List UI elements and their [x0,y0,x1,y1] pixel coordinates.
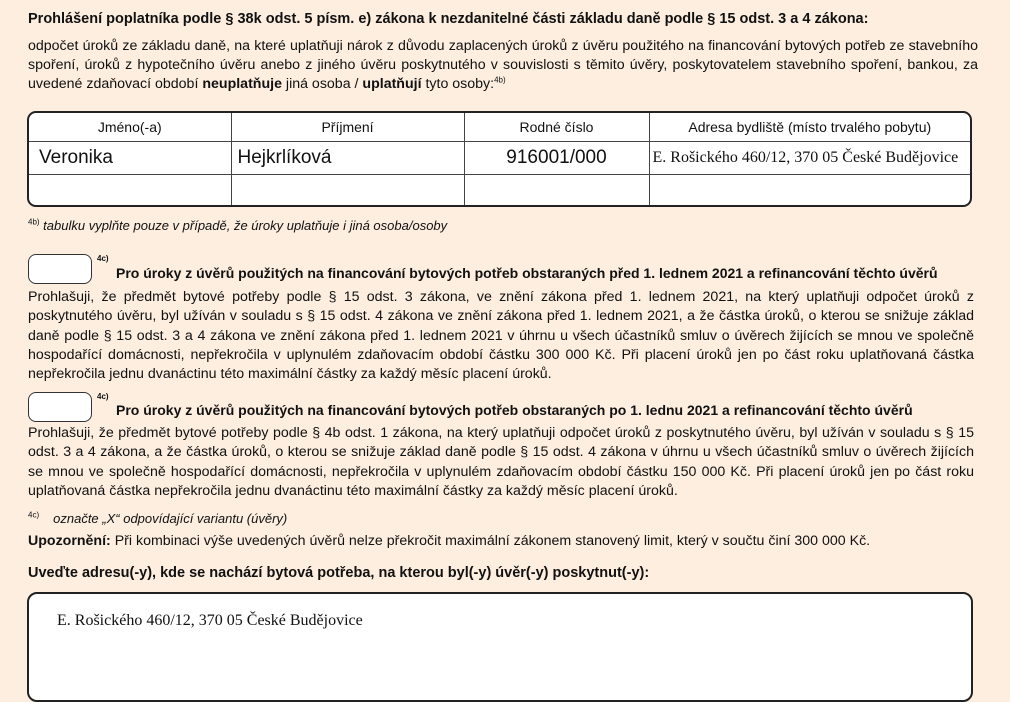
checkbox-loans-before-2021[interactable] [28,254,92,284]
form-heading: Prohlášení poplatníka podle § 38k odst. 5 písm. e) zákona k nezdanitelné části základu daně podle § 15 odst. 3 a 4 zákona: [28,11,869,27]
column-header-first-name: Jméno(-a) [29,113,231,142]
address-field[interactable] [649,175,970,208]
table-header-row [29,113,970,142]
section-body-before-2021: Prohlašuji, že předmět bytové potřeby podle § 15 odst. 3 zákona, ve znění zákona před 1. lednem 2021, na který uplatňuji odpočet úroků z poskytnutého úvěru, byl užíván v souladu s § 15 odst. 4 zákona ve znění zákona před 1. lednem 2021, a že částka úroků, o kterou se snižuje základ daně podle § 15 odst. 3 a 4 zákona ve znění zákona před 1. lednem 2021 v úhrnu u všech účastníků smluv o úvěrech žijících se mnou ve společně hospodařící domácnosti, nepřekročila v uplynulém zdaňovacím období částku 300 000 Kč. Při placení úroků jen po část roku uplatňovaná částka nepřekročila jednu dvanáctinu této maximální částky za každý měsíc placení úroků. [28,289,974,383]
checkbox-loans-after-2021[interactable] [28,392,92,422]
first-name-field[interactable] [29,175,231,208]
section-body-after-2021: Prohlašuji, že předmět bytové potřeby podle § 4b odst. 1 zákona, na který uplatňuji odpočet úroků z poskytnutého úvěru, byl užíván v souladu s § 15 odst. 3 a 4 zákona, a že částka úroků, o kterou se snižuje základ daně podle § 15 odst. 4 zákona v úhrnu u všech účastníků smluv o úvěrech žijících se mnou ve společně hospodařící domácnosti, nepřekročila v uplynulém zdaňovacím období částku 150 000 Kč. Při placení úroků jen po část roku uplatňovaná částka nepřekročila jednu dvanáctinu této maximální částky za každý měsíc placení úroků. [28,425,974,499]
birth-number-field[interactable]: 916001/000 [464,142,649,175]
footnote-4b-text: tabulku vyplňte pouze v případě, že úroky uplatňuje i jiná osoba/osoby [39,218,448,233]
footnote-4c-mark: 4c) [28,510,40,520]
surname-field[interactable] [231,175,464,208]
intro-part3: tyto osoby: [421,76,495,92]
warning-note [28,533,870,549]
footnote-4c [28,511,287,526]
checkbox-footnote-ref: 4c) [97,392,109,401]
persons-table [27,111,972,207]
address-field[interactable]: E. Rošického 460/12, 370 05 České Budějovice [649,142,970,175]
footnote-4b-mark: 4b) [28,217,40,227]
footnote-4c-text: označte „X“ odpovídající variantu (úvěry) [53,511,288,526]
footnote-4b [28,218,447,233]
section-title-before-2021: Pro úroky z úvěrů použitých na financování bytových potřeb obstaraných před 1. lednem 2021 a refinancování těchto úvěrů [116,265,938,281]
intro-bold-neuplatnuje: neuplatňuje [202,76,282,92]
section-title-after-2021: Pro úroky z úvěrů použitých na financování bytových potřeb obstaraných po 1. lednu 2021 a refinancování těchto úvěrů [116,402,913,418]
intro-footnote-ref: 4b) [494,75,506,85]
intro-part1: odpočet úroků ze základu daně, na které uplatňuji nárok z důvodu zaplacených úroků z úvěru použitého na financování bytových potřeb ze stavebního spoření, úroků z hypotečního úvěru anebo z jiného úvěru poskytnutého v souvislosti s těmito úvěry, poskytovatelem stavebního spoření, bankou, za uvedené zdaňovací období [28,38,978,92]
column-header-birth-number: Rodné číslo [464,113,649,142]
column-header-address: Adresa bydliště (místo trvalého pobytu) [649,113,970,142]
surname-field[interactable]: Hejkrlíková [231,142,464,175]
table-row [29,175,970,208]
table-row [29,142,970,175]
warning-text: Při kombinaci výše uvedených úvěrů nelze překročit maximální zákonem stanovený limit, který v součtu činí 300 000 Kč. [110,533,871,549]
intro-text [28,37,978,94]
birth-number-field[interactable] [464,175,649,208]
intro-part2: jiná osoba / [281,76,363,92]
first-name-field[interactable]: Veronika [29,142,231,175]
intro-bold-uplatnuji: uplatňují [362,76,422,92]
checkbox-footnote-ref: 4c) [97,254,109,263]
property-address-box[interactable] [27,592,973,702]
address-question-label: Uveďte adresu(-y), kde se nachází bytová potřeba, na kterou byl(-y) úvěr(-y) poskytnut(-y): [28,565,650,581]
property-address-value: E. Rošického 460/12, 370 05 České Budějovice [57,612,363,629]
warning-label: Upozornění: [28,533,111,549]
column-header-surname: Příjmení [231,113,464,142]
